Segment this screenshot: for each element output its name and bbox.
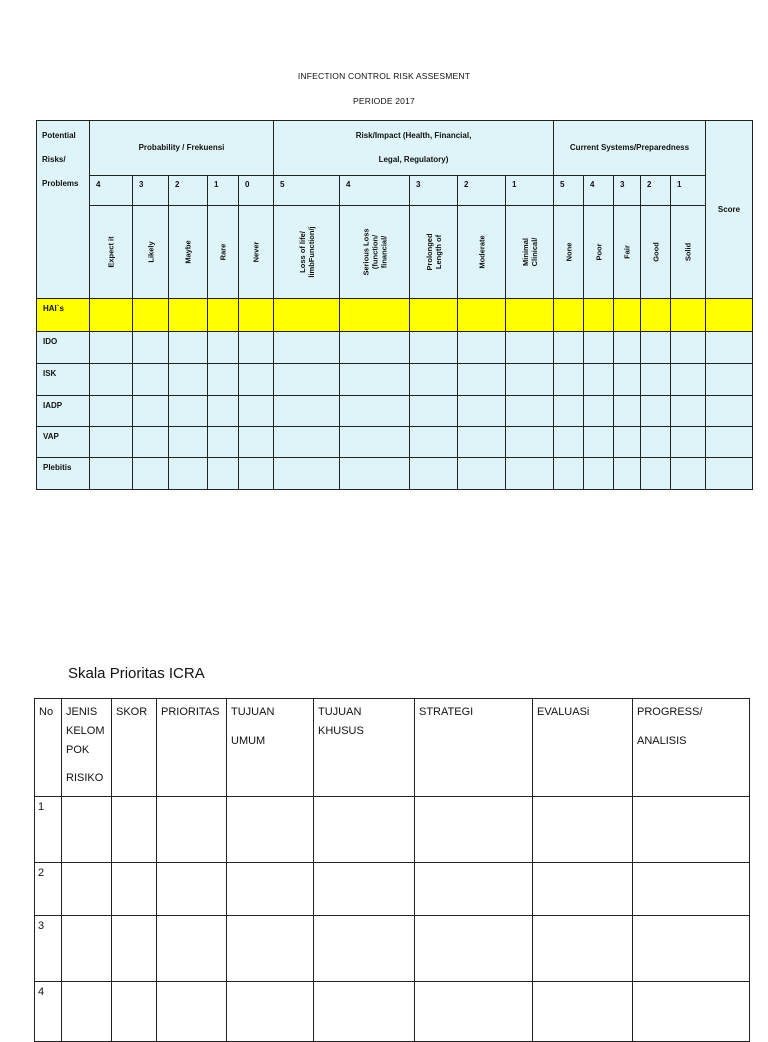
risk-cell (671, 458, 706, 490)
priority-cell (35, 982, 62, 1042)
level-label: Likely (133, 206, 169, 299)
col-skor: SKOR (112, 699, 157, 797)
col-strategi: STRATEGI (415, 699, 533, 797)
level-label: Expect it (90, 206, 133, 299)
risk-cell (706, 396, 753, 427)
priority-cell (314, 982, 415, 1042)
risk-row (37, 332, 753, 364)
risk-cell (584, 364, 614, 396)
risk-cell (641, 396, 671, 427)
priority-cell (62, 982, 112, 1042)
level-number: 1 (506, 176, 554, 206)
risk-cell (274, 458, 340, 490)
risk-cell (410, 299, 458, 332)
header-score: Score (706, 121, 753, 299)
risk-cell (706, 299, 753, 332)
priority-table (34, 698, 750, 1042)
risk-cell (641, 332, 671, 364)
priority-cell (415, 863, 533, 916)
risk-cell (671, 332, 706, 364)
priority-cell (533, 797, 633, 863)
level-number: 2 (641, 176, 671, 206)
level-number: 4 (90, 176, 133, 206)
risk-cell (410, 364, 458, 396)
level-label: Fair (614, 206, 641, 299)
priority-cell (227, 916, 314, 982)
priority-cell (633, 916, 750, 982)
priority-cell (112, 863, 157, 916)
level-number: 2 (169, 176, 208, 206)
priority-cell (415, 982, 533, 1042)
priority-row (35, 797, 750, 863)
risk-cell (169, 299, 208, 332)
risk-cell (410, 332, 458, 364)
priority-cell (314, 916, 415, 982)
risk-cell (458, 332, 506, 364)
priority-cell (415, 916, 533, 982)
risk-cell (506, 427, 554, 458)
risk-cell (671, 299, 706, 332)
risk-row-label: VAP (37, 427, 90, 458)
priority-cell (35, 863, 62, 916)
risk-cell (614, 299, 641, 332)
level-label: Never (239, 206, 274, 299)
risk-cell (274, 332, 340, 364)
risk-cell (584, 396, 614, 427)
level-label: Serious Loss (function/ financial/ (340, 206, 410, 299)
risk-row-label: IDO (37, 332, 90, 364)
risk-row (37, 458, 753, 490)
risk-cell (90, 396, 133, 427)
risk-cell (133, 427, 169, 458)
level-number: 3 (133, 176, 169, 206)
risk-row (37, 364, 753, 396)
col-jenis-kelompok-risiko: JENIS KELOM POK RISIKO (62, 699, 112, 797)
risk-cell (706, 332, 753, 364)
priority-row (35, 863, 750, 916)
document-period: PERIODE 2017 (353, 96, 415, 106)
level-number: 4 (584, 176, 614, 206)
risk-cell (671, 427, 706, 458)
risk-cell (208, 427, 239, 458)
risk-cell (208, 458, 239, 490)
priority-cell (157, 982, 227, 1042)
priority-section-title: Skala Prioritas ICRA (68, 665, 205, 682)
document-title: INFECTION CONTROL RISK ASSESMENT (297, 71, 471, 81)
risk-cell (340, 427, 410, 458)
risk-cell (169, 364, 208, 396)
priority-cell (157, 916, 227, 982)
risk-cell (614, 458, 641, 490)
priority-cell (314, 863, 415, 916)
col-evaluasi: EVALUASi (533, 699, 633, 797)
level-number: 4 (340, 176, 410, 206)
risk-cell (133, 364, 169, 396)
risk-cell (239, 299, 274, 332)
risk-cell (706, 427, 753, 458)
risk-cell (458, 427, 506, 458)
risk-cell (340, 332, 410, 364)
risk-cell (208, 299, 239, 332)
level-label: Rare (208, 206, 239, 299)
priority-cell (533, 863, 633, 916)
risk-cell (274, 299, 340, 332)
risk-cell (340, 364, 410, 396)
risk-cell (133, 299, 169, 332)
risk-cell (554, 332, 584, 364)
risk-cell (584, 299, 614, 332)
header-current-systems: Current Systems/Preparedness (554, 121, 706, 176)
risk-cell (671, 396, 706, 427)
risk-cell (554, 427, 584, 458)
col-tujuan-khusus: TUJUAN KHUSUS (314, 699, 415, 797)
risk-cell (554, 364, 584, 396)
risk-cell (410, 427, 458, 458)
risk-row-label: HAI`s (37, 299, 90, 332)
col-no: No (35, 699, 62, 797)
risk-cell (169, 458, 208, 490)
risk-cell (458, 364, 506, 396)
risk-assessment-table (36, 120, 753, 490)
risk-cell (169, 427, 208, 458)
risk-cell (208, 332, 239, 364)
risk-cell (554, 396, 584, 427)
risk-cell (506, 364, 554, 396)
level-number: 3 (614, 176, 641, 206)
risk-cell (458, 299, 506, 332)
priority-row-number: 2 (38, 867, 45, 879)
priority-cell (157, 797, 227, 863)
risk-cell (641, 427, 671, 458)
level-label: Prolonged Length of (410, 206, 458, 299)
level-label: Loss of life/ limbFunction/j (274, 206, 340, 299)
risk-cell (706, 364, 753, 396)
col-prioritas: PRIORITAS (157, 699, 227, 797)
level-label: Solid (671, 206, 706, 299)
header-potential-risks: Potential Risks/ Problems (37, 121, 90, 299)
risk-cell (458, 458, 506, 490)
priority-cell (62, 916, 112, 982)
level-number: 0 (239, 176, 274, 206)
priority-cell (112, 982, 157, 1042)
level-number: 1 (671, 176, 706, 206)
risk-cell (614, 427, 641, 458)
priority-row (35, 916, 750, 982)
risk-cell (133, 332, 169, 364)
risk-cell (274, 427, 340, 458)
priority-cell (35, 797, 62, 863)
risk-cell (239, 396, 274, 427)
risk-cell (208, 364, 239, 396)
risk-cell (584, 427, 614, 458)
risk-cell (90, 332, 133, 364)
risk-cell (410, 396, 458, 427)
risk-cell (340, 458, 410, 490)
level-number: 5 (554, 176, 584, 206)
priority-cell (62, 797, 112, 863)
priority-cell (157, 863, 227, 916)
risk-cell (554, 458, 584, 490)
risk-cell (458, 396, 506, 427)
risk-cell (506, 299, 554, 332)
level-number: 3 (410, 176, 458, 206)
risk-cell (641, 364, 671, 396)
level-label: Poor (584, 206, 614, 299)
risk-cell (614, 396, 641, 427)
risk-cell (506, 332, 554, 364)
risk-cell (239, 364, 274, 396)
risk-cell (169, 396, 208, 427)
priority-cell (533, 916, 633, 982)
risk-row-label: Plebitis (37, 458, 90, 490)
risk-cell (641, 458, 671, 490)
risk-table-body (37, 299, 753, 490)
col-tujuan-umum: TUJUAN UMUM (227, 699, 314, 797)
priority-cell (62, 863, 112, 916)
risk-cell (584, 332, 614, 364)
priority-row-number: 3 (38, 920, 45, 932)
priority-cell (415, 797, 533, 863)
risk-cell (90, 458, 133, 490)
risk-cell (614, 364, 641, 396)
priority-cell (314, 797, 415, 863)
risk-cell (90, 299, 133, 332)
level-label: Maybe (169, 206, 208, 299)
priority-cell (633, 863, 750, 916)
risk-cell (274, 396, 340, 427)
risk-cell (614, 332, 641, 364)
risk-cell (671, 364, 706, 396)
risk-cell (410, 458, 458, 490)
priority-row (35, 982, 750, 1042)
risk-row (37, 299, 753, 332)
priority-cell (227, 797, 314, 863)
level-number: 2 (458, 176, 506, 206)
risk-cell (274, 364, 340, 396)
priority-cell (633, 797, 750, 863)
priority-cell (112, 916, 157, 982)
risk-cell (169, 332, 208, 364)
level-label: Good (641, 206, 671, 299)
priority-cell (533, 982, 633, 1042)
level-label: Moderate (458, 206, 506, 299)
risk-cell (340, 299, 410, 332)
risk-cell (239, 458, 274, 490)
risk-cell (133, 458, 169, 490)
priority-cell (227, 863, 314, 916)
risk-cell (90, 427, 133, 458)
priority-row-number: 1 (38, 801, 45, 813)
risk-row (37, 396, 753, 427)
risk-cell (239, 427, 274, 458)
level-number: 5 (274, 176, 340, 206)
risk-row (37, 427, 753, 458)
risk-cell (506, 396, 554, 427)
priority-cell (35, 916, 62, 982)
risk-row-label: ISK (37, 364, 90, 396)
level-number: 1 (208, 176, 239, 206)
risk-cell (706, 458, 753, 490)
col-progress-analisis: PROGRESS/ ANALISIS (633, 699, 750, 797)
priority-cell (112, 797, 157, 863)
risk-cell (90, 364, 133, 396)
header-risk-impact: Risk/Impact (Health, Financial, Legal, Regulatory) (274, 121, 554, 176)
priority-cell (633, 982, 750, 1042)
risk-cell (340, 396, 410, 427)
risk-cell (239, 332, 274, 364)
risk-cell (133, 396, 169, 427)
risk-row-label: IADP (37, 396, 90, 427)
level-label: None (554, 206, 584, 299)
header-probability: Probability / Frekuensi (90, 121, 274, 176)
risk-cell (641, 299, 671, 332)
priority-row-number: 4 (38, 986, 45, 998)
level-label: Minimal Clinical/ (506, 206, 554, 299)
risk-cell (208, 396, 239, 427)
priority-table-body (35, 797, 750, 1042)
risk-cell (584, 458, 614, 490)
priority-cell (227, 982, 314, 1042)
risk-cell (506, 458, 554, 490)
risk-cell (554, 299, 584, 332)
